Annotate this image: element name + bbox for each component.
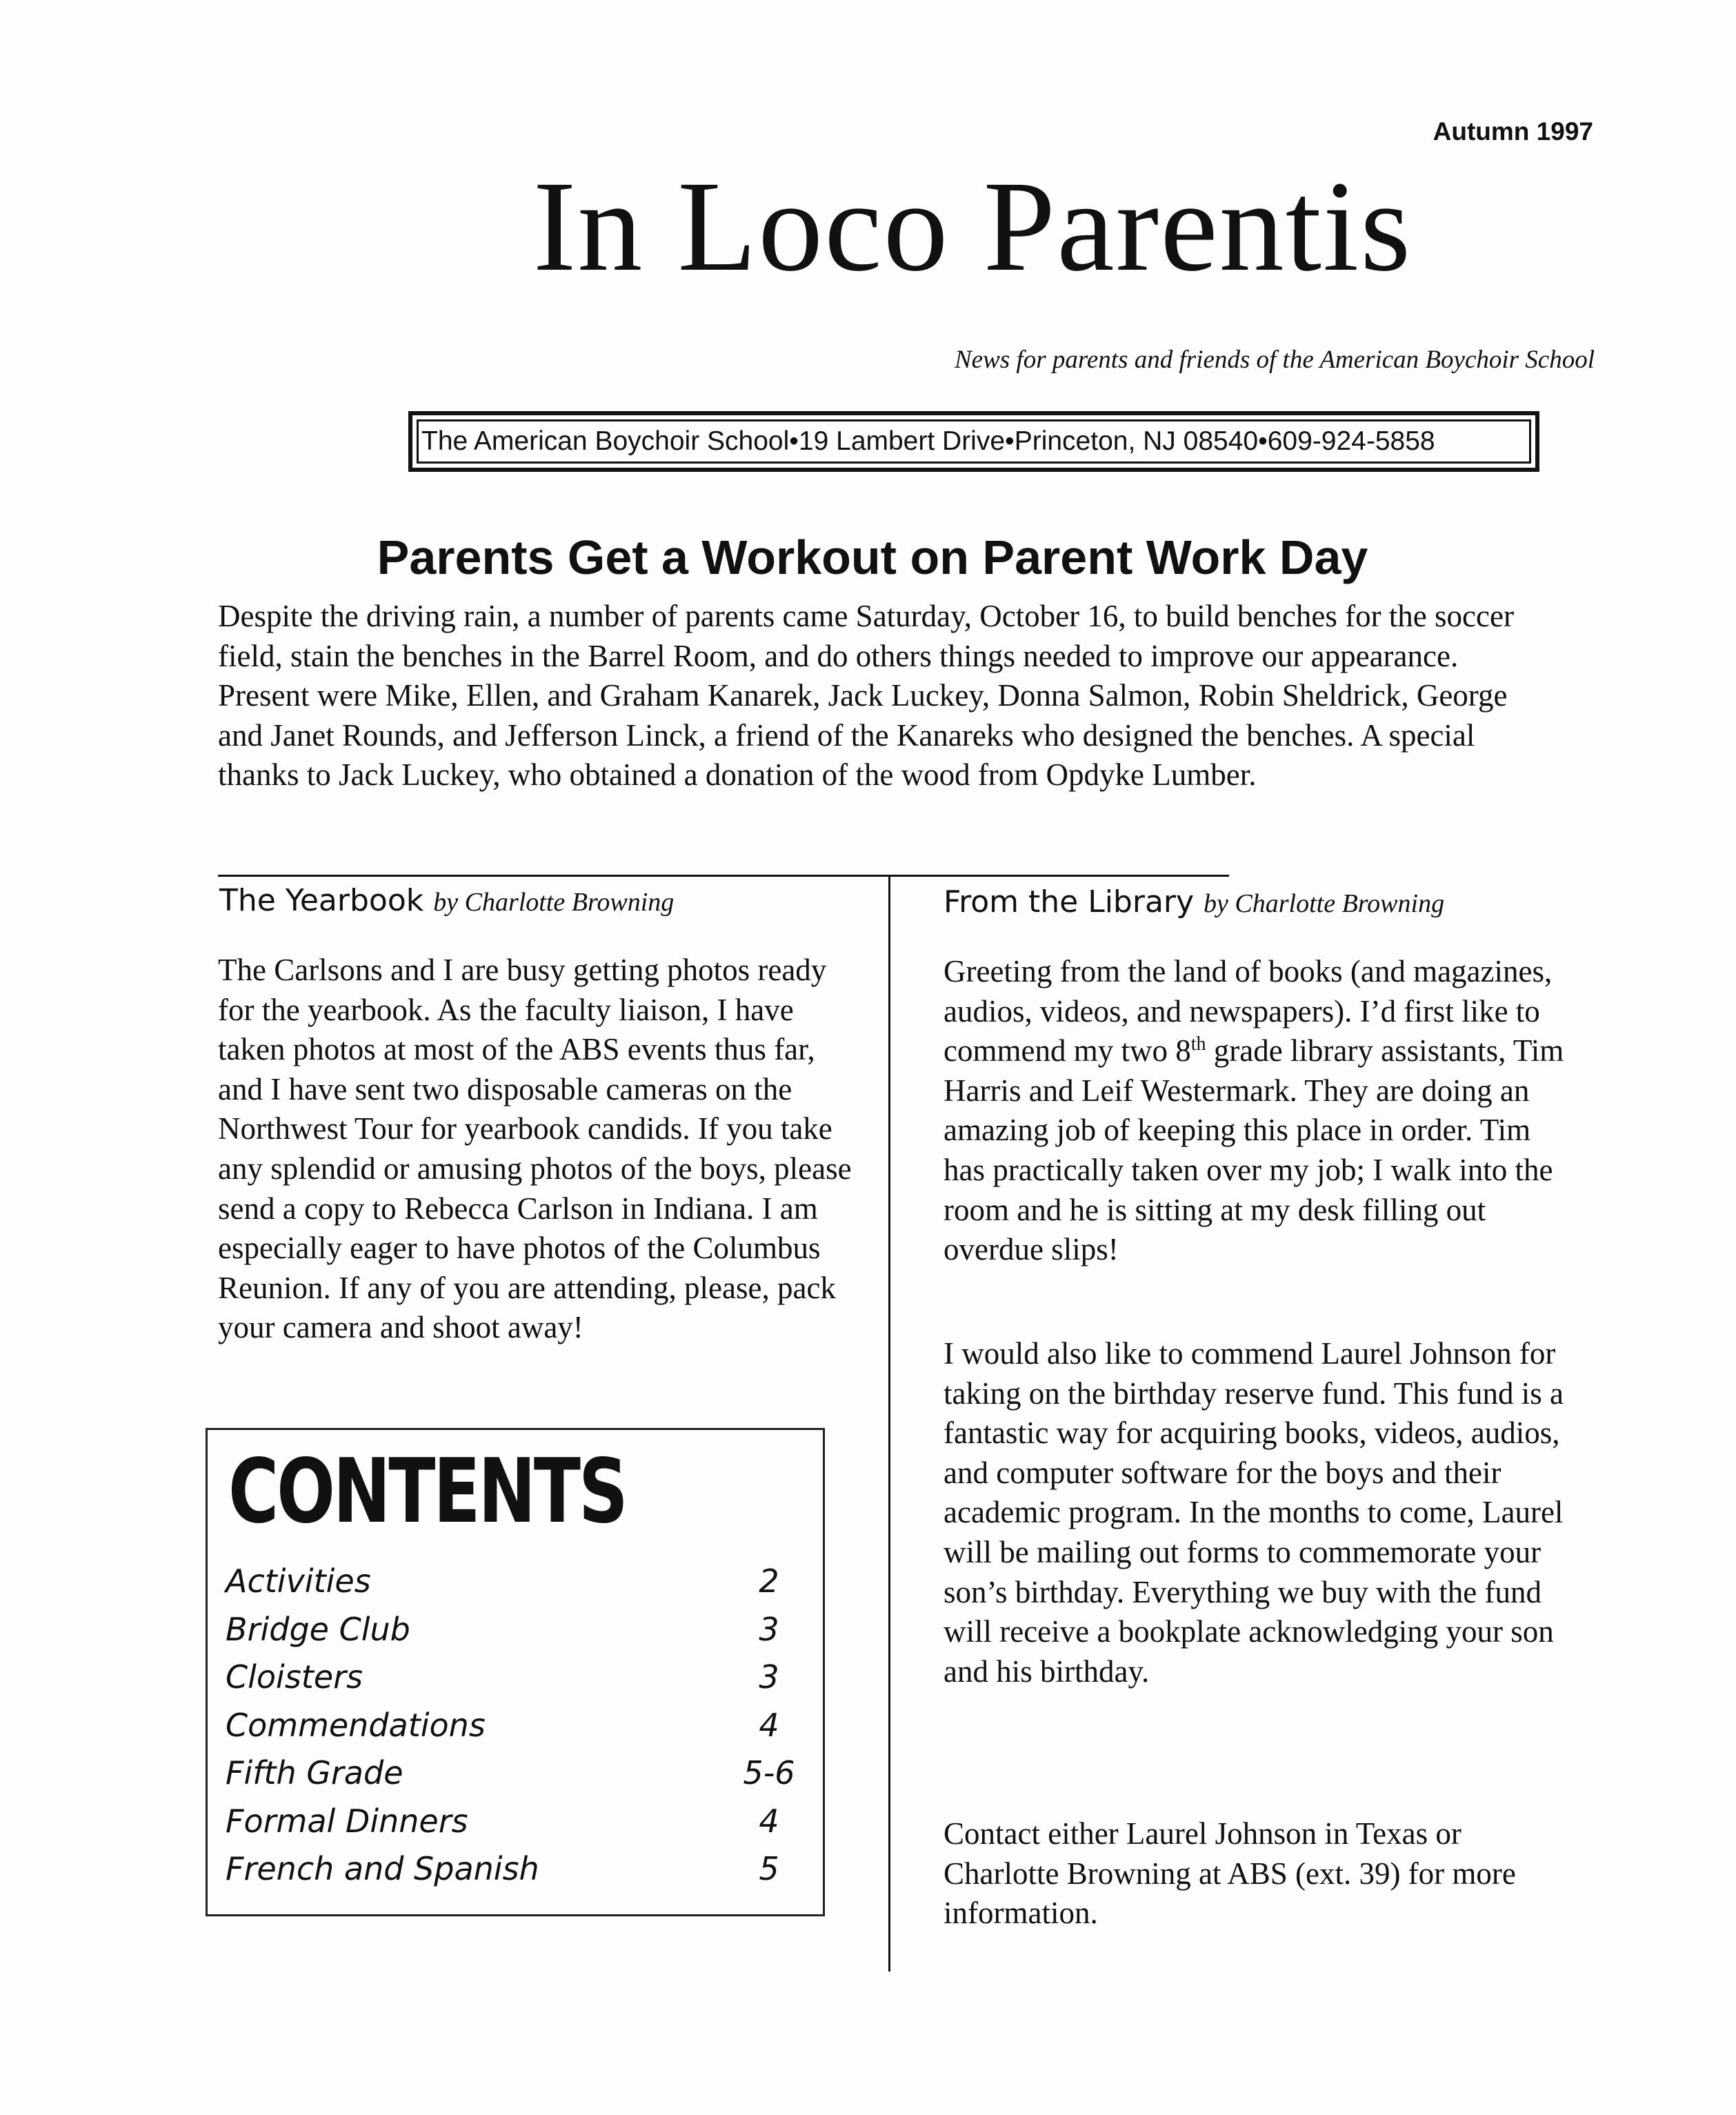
contents-item xyxy=(226,1798,812,1846)
library-heading xyxy=(944,884,1444,920)
library-paragraph-1-start: Greeting from the land of books (and magazines, audios, videos, and newspapers). I’d first like to commend my two 8 xyxy=(944,954,1553,1069)
contents-list xyxy=(226,1558,812,1894)
address-text: The American Boychoir School•19 Lambert Drive•Princeton, NJ 08540•609-924-5858 xyxy=(417,419,1531,464)
masthead-title: In Loco Parentis xyxy=(532,154,1413,298)
contents-item-page: 5-6 xyxy=(743,1754,795,1791)
contents-item xyxy=(226,1654,812,1702)
tagline: News for parents and friends of the American Boychoir School xyxy=(955,346,1595,374)
contents-item-page: 2 xyxy=(759,1562,779,1600)
yearbook-body: The Carlsons and I are busy getting photos ready for the yearbook. As the faculty liaison, I have taken photos at most of the ABS events thus far, and I have sent two disposable cameras on the Northwest Tour for yearbook candids. If you take any splendid or amusing photos of the boys, please send a copy to Rebecca Carlson in Indiana. I am especially eager to have photos of the Columbus Reunion. If any of you are attending, please, pack your camera and shoot away! xyxy=(218,953,852,1345)
contents-item xyxy=(226,1606,812,1654)
address-banner xyxy=(408,411,1539,472)
contents-item-page: 5 xyxy=(759,1850,779,1887)
contents-item-label: Fifth Grade xyxy=(226,1754,403,1791)
yearbook-heading xyxy=(219,883,674,918)
library-paragraph-1 xyxy=(944,952,1578,1270)
contents-item-label: Bridge Club xyxy=(226,1610,410,1648)
contents-item-page: 4 xyxy=(759,1802,779,1840)
library-byline: by Charlotte Browning xyxy=(1204,889,1445,918)
contents-item xyxy=(226,1702,812,1750)
contents-item-page: 3 xyxy=(759,1658,779,1696)
ordinal-suffix: th xyxy=(1190,1033,1206,1055)
library-paragraph-1-end: grade library assistants, Tim Harris and Leif Westermark. They are doing an amazing job of keeping this place in order. Tim has practically taken over my job; I walk into the room and he is sitting at my desk filling out overdue slips! xyxy=(944,1033,1564,1267)
contents-item xyxy=(226,1845,812,1894)
contents-item-label: Formal Dinners xyxy=(226,1802,468,1840)
contents-item-page: 3 xyxy=(759,1610,779,1648)
contents-item-label: Activities xyxy=(226,1562,371,1600)
yearbook-title: The Yearbook xyxy=(219,883,424,918)
lead-headline: Parents Get a Workout on Parent Work Day xyxy=(377,530,1368,584)
yearbook-byline: by Charlotte Browning xyxy=(433,888,675,917)
contents-box xyxy=(206,1428,825,1916)
contents-title: CONTENTS xyxy=(228,1440,626,1543)
column-divider-horizontal xyxy=(218,875,1229,877)
library-paragraph-3: Contact either Laurel Johnson in Texas or Charlotte Browning at ABS (ext. 39) for more information. xyxy=(944,1816,1516,1931)
contents-item-page: 4 xyxy=(759,1706,779,1744)
library-paragraph-2: I would also like to commend Laurel Johnson for taking on the birthday reserve fund. This fund is a fantastic way for acquiring books, videos, audios, and computer software for the boys and their academic program. In the months to come, Laurel will be mailing out forms to commemorate your son’s birthday. Everything we buy with the fund will receive a bookplate acknowledging your son and his birthday. xyxy=(944,1336,1564,1689)
contents-item-label: Cloisters xyxy=(226,1658,363,1696)
contents-item xyxy=(226,1558,812,1606)
issue-date: Autumn 1997 xyxy=(1433,117,1593,146)
contents-item-label: French and Spanish xyxy=(226,1850,539,1887)
library-title: From the Library xyxy=(944,884,1195,920)
column-divider-vertical xyxy=(888,875,890,1972)
lead-article-body: Despite the driving rain, a number of parents came Saturday, October 16, to build benches for the soccer field, stain the benches in the Barrel Room, and do others things needed to improve our appearance. Present were Mike, Ellen, and Graham Kanarek, Jack Luckey, Donna Salmon, Robin Sheldrick, George and Janet Rounds, and Jefferson Linck, a friend of the Kanareks who designed the benches. A special thanks to Jack Luckey, who obtained a donation of the wood from Opdyke Lumber. xyxy=(218,599,1514,792)
contents-item-label: Commendations xyxy=(226,1706,486,1744)
contents-item xyxy=(226,1749,812,1798)
